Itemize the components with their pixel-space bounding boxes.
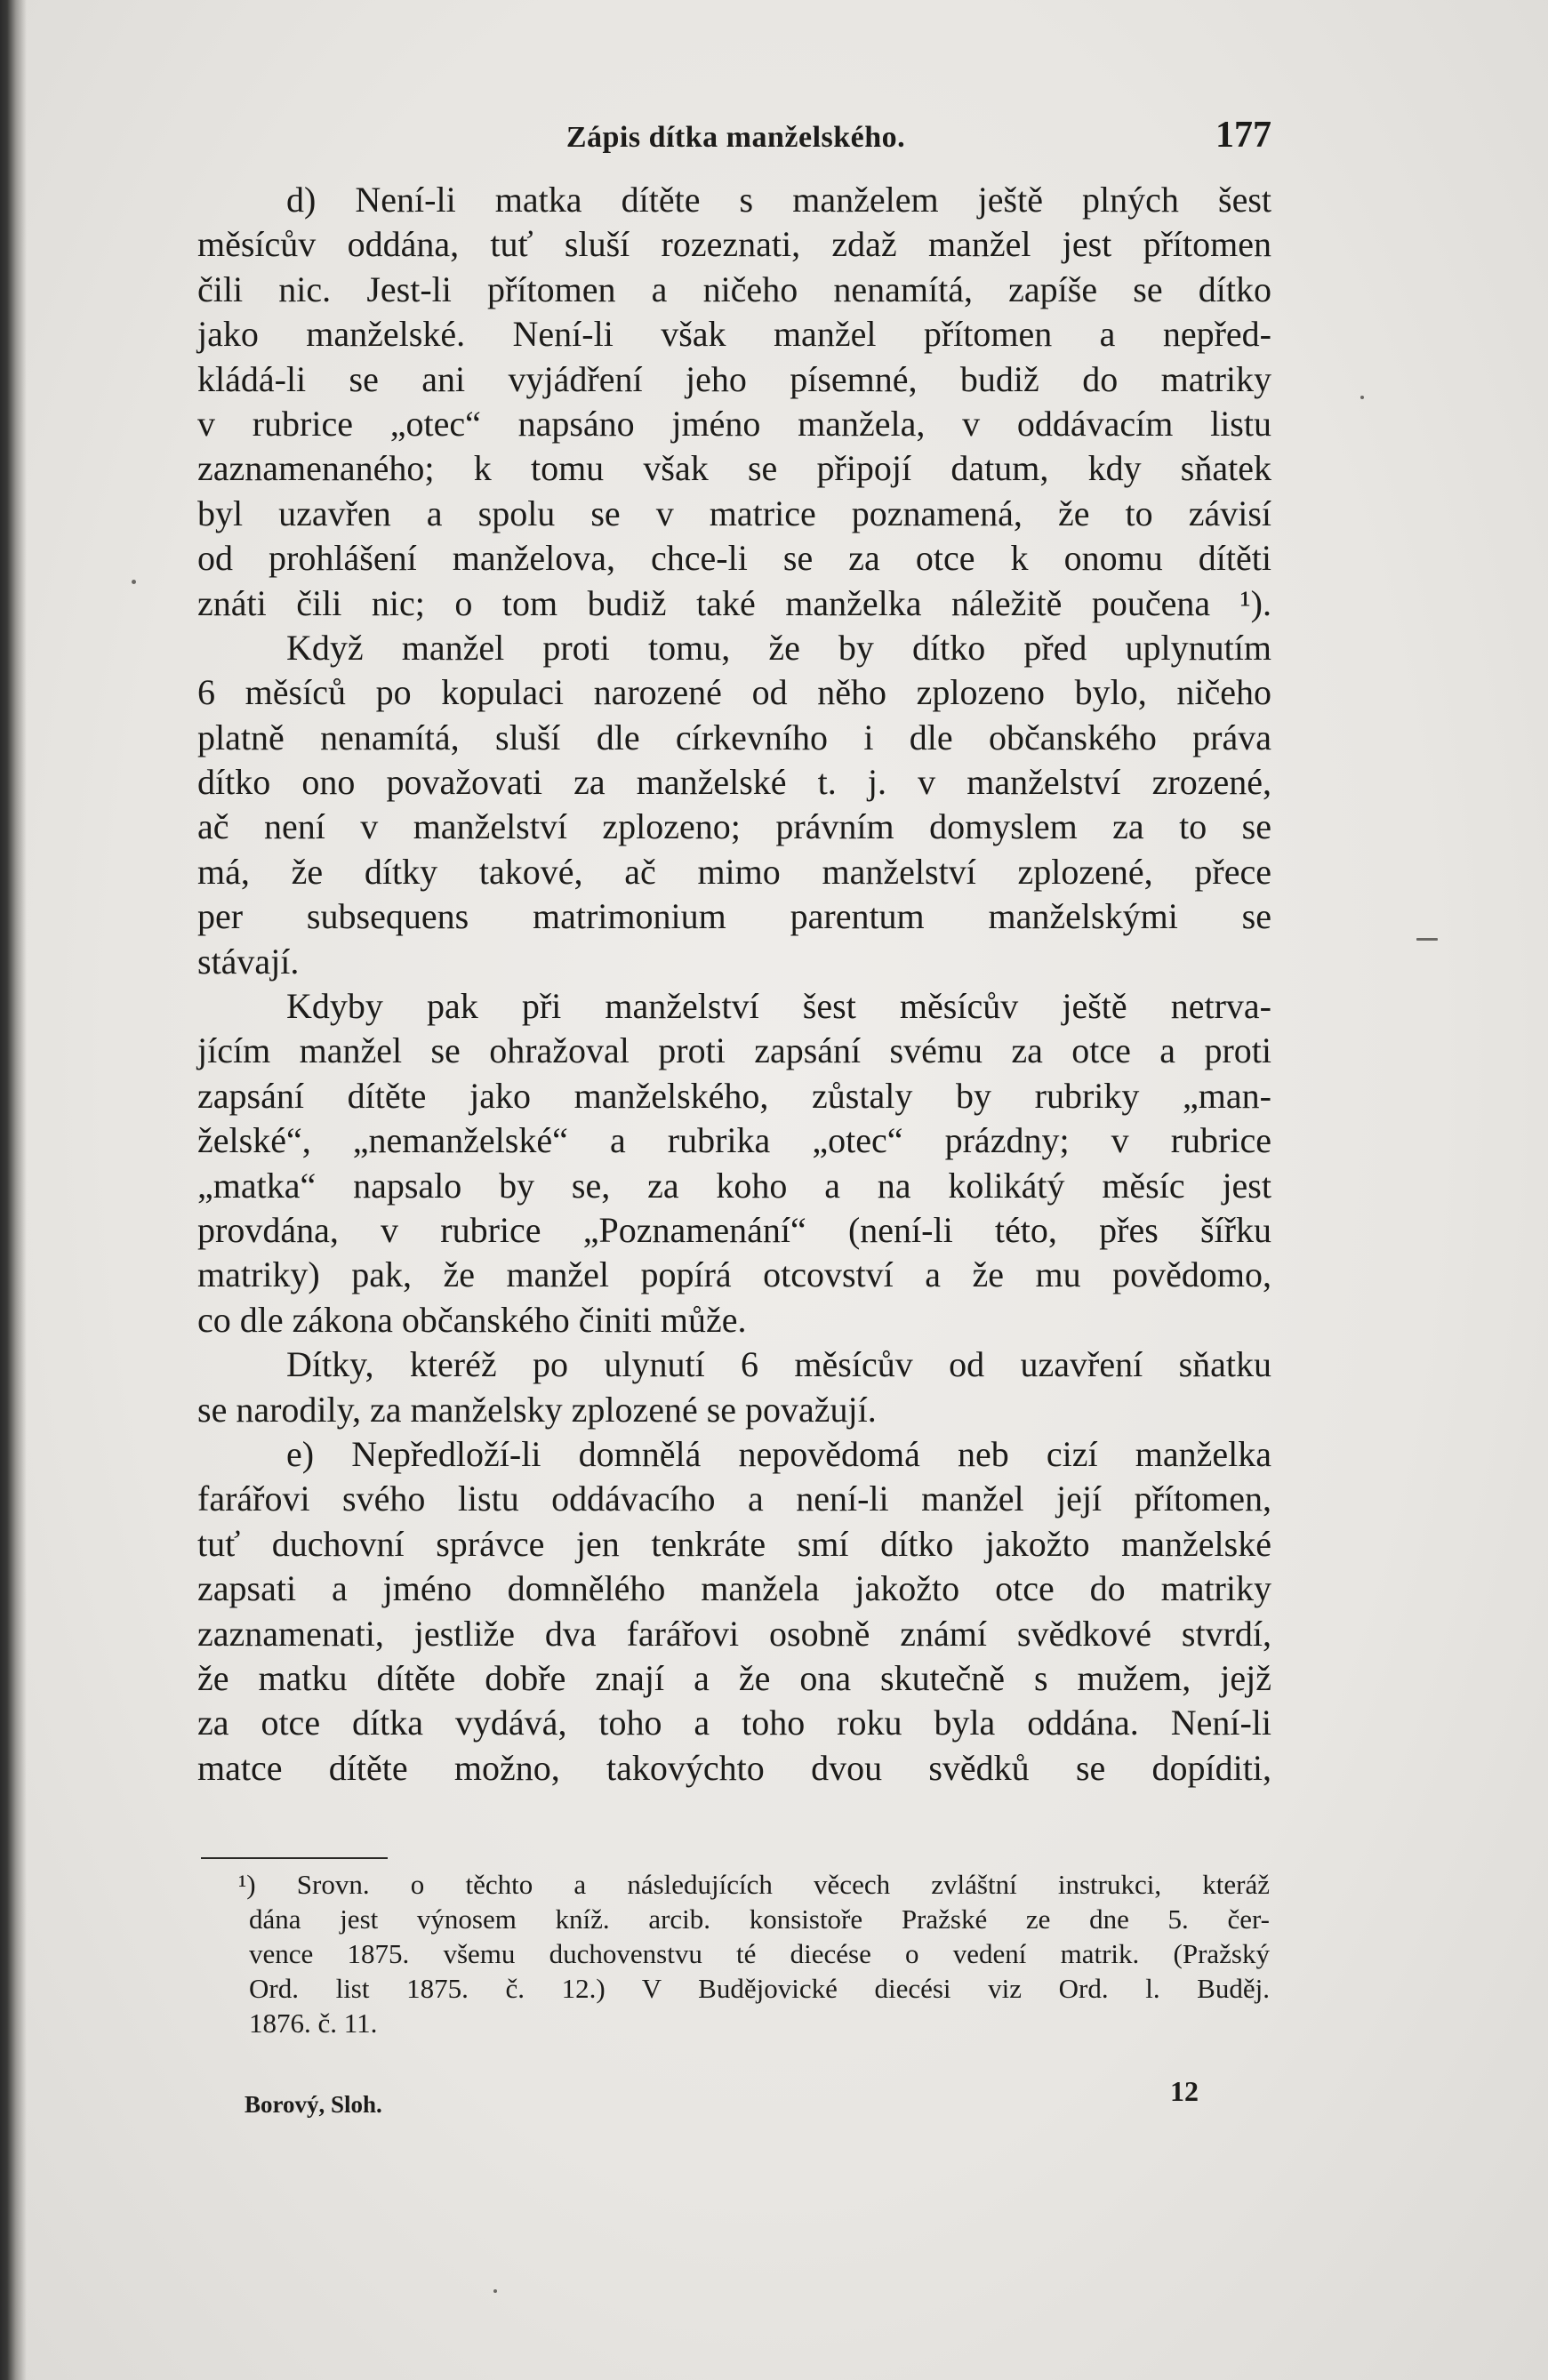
text-line: kládá-li se ani vyjádření jeho písemné, budiž do matriky	[197, 358, 1271, 399]
text-line: byl uzavřen a spolu se v matrice poznamená, že to závisí	[197, 493, 1271, 533]
signature-sheet-number: 12	[1170, 2075, 1199, 2107]
text-line: e) Nepředloží-li domnělá nepovědomá neb cizí manželka	[286, 1433, 1271, 1474]
text-line: za otce dítka vydává, toho a toho roku byla oddána. Není-li	[197, 1703, 1271, 1743]
footnote-line: ¹) Srovn. o těchto a následujících věcech zvláštní instrukci, kteráž	[238, 1869, 1270, 1900]
footnote-line: dána jest výnosem kníž. arcib. konsistoře Pražské ze dne 5. čer-	[249, 1903, 1270, 1935]
page-header	[200, 114, 1271, 167]
text-line: jícím manžel se ohražoval proti zapsání svému za otce a proti	[197, 1030, 1271, 1071]
text-line: ač není v manželství zplozeno; právním domyslem za to se	[197, 806, 1271, 847]
paper-speck	[493, 2289, 497, 2293]
text-line: má, že dítky takové, ač mimo manželství zplozené, přece	[197, 851, 1271, 892]
text-line: provdána, v rubrice „Poznamenání“ (není-li této, přes šířku	[197, 1209, 1271, 1250]
text-line: Kdyby pak při manželství šest měsícův ještě netrva-	[286, 986, 1271, 1027]
text-line: stávají.	[197, 941, 300, 982]
paper-speck	[132, 580, 136, 584]
footnote	[238, 1867, 1270, 2040]
text-line: zaznamenaného; k tomu však se připojí datum, kdy sňatek	[197, 448, 1271, 489]
text-line: Dítky, kteréž po ulynutí 6 měsícův od uzavření sňatku	[286, 1344, 1271, 1385]
footnote-rule	[201, 1857, 388, 1859]
running-head: Zápis dítka manželského.	[565, 121, 906, 154]
signature-author: Borový, Sloh.	[245, 2091, 382, 2118]
text-line: želské“, „nemanželské“ a rubrika „otec“ prázdny; v rubrice	[197, 1120, 1271, 1161]
text-line: že matku dítěte dobře znají a že ona skutečně s mužem, jejž	[197, 1657, 1271, 1698]
text-line: zaznamenati, jestliže dva farářovi osobně známí svědkové stvrdí,	[197, 1613, 1271, 1654]
text-line: od prohlášení manželova, chce-li se za otce k onomu dítěti	[197, 538, 1271, 579]
text-line: v rubrice „otec“ napsáno jméno manžela, v oddávacím listu	[197, 403, 1271, 444]
text-line: jako manželské. Není-li však manžel přítomen a nepřed-	[197, 314, 1271, 355]
text-line: zapsati a jméno domnělého manžela jakožto otce do matriky	[197, 1568, 1271, 1609]
footnote-line: 1876. č. 11.	[249, 2007, 378, 2039]
book-spine-shadow	[0, 0, 27, 2380]
paper-speck	[1416, 938, 1438, 941]
text-line: matriky) pak, že manžel popírá otcovství a že mu povědomo,	[197, 1254, 1271, 1295]
text-line: d) Není-li matka dítěte s manželem ještě plných šest	[286, 180, 1271, 220]
text-line: zapsání dítěte jako manželského, zůstaly by rubriky „man-	[197, 1075, 1271, 1116]
paper-speck	[1360, 396, 1364, 399]
footnote-line: Ord. list 1875. č. 12.) V Budějovické diecési viz Ord. l. Buděj.	[249, 1973, 1270, 2004]
text-line: 6 měsíců po kopulaci narozené od něho zplozeno bylo, ničeho	[197, 672, 1271, 713]
text-line: Když manžel proti tomu, že by dítko před uplynutím	[286, 627, 1271, 668]
text-line: per subsequens matrimonium parentum manželskými se	[197, 896, 1271, 937]
text-line: se narodily, za manželsky zplozené se považují.	[197, 1389, 877, 1430]
page-number: 177	[1215, 115, 1271, 156]
text-line: platně nenamítá, sluší dle církevního i dle občanského práva	[197, 717, 1271, 757]
text-line: „matka“ napsalo by se, za koho a na kolikátý měsíc jest	[197, 1165, 1271, 1206]
text-line: farářovi svého listu oddávacího a není-li manžel její přítomen,	[197, 1478, 1271, 1519]
text-line: tuť duchovní správce jen tenkráte smí dítko jakožto manželské	[197, 1523, 1271, 1564]
footnote-line: vence 1875. všemu duchovenstvu té diecése o vedení matrik. (Pražský	[249, 1938, 1270, 1969]
text-line: matce dítěte možno, takovýchto dvou svědků se dopíditi,	[197, 1747, 1271, 1788]
text-line: co dle zákona občanského činiti může.	[197, 1299, 747, 1340]
text-line: znáti čili nic; o tom budiž také manželka náležitě poučena ¹).	[197, 582, 1271, 623]
text-line: měsícův oddána, tuť sluší rozeznati, zdaž manžel jest přítomen	[197, 224, 1271, 265]
body-text	[197, 178, 1271, 1791]
text-line: dítko ono považovati za manželské t. j. v manželství zrozené,	[197, 762, 1271, 803]
text-line: čili nic. Jest-li přítomen a ničeho nenamítá, zapíše se dítko	[197, 268, 1271, 309]
